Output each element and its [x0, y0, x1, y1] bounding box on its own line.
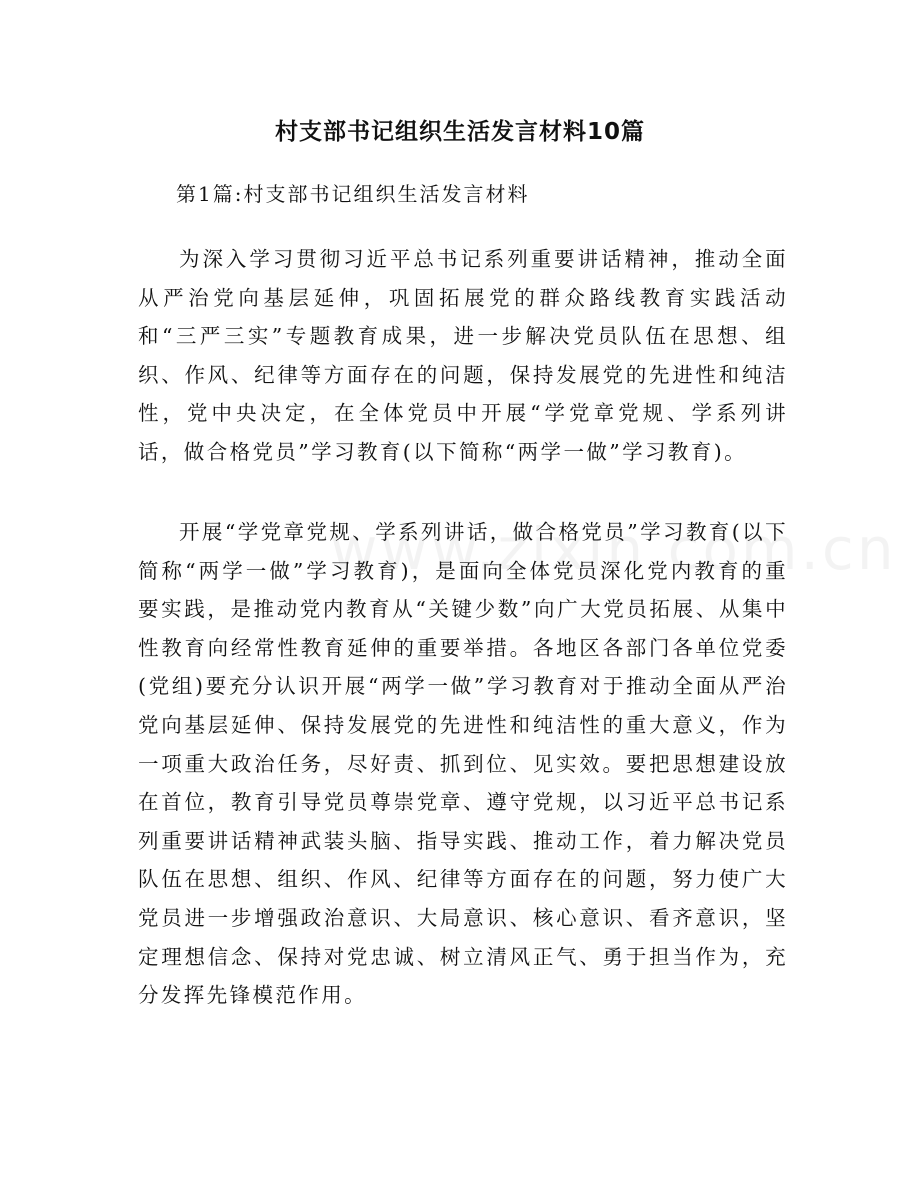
section-heading: 第1篇:村支部书记组织生活发言材料 [176, 182, 530, 206]
document-title: 村支部书记组织生活发言材料10篇 [274, 119, 645, 145]
body-paragraph-2: 开展“学党章党规、学系列讲话，做合格党员”学习教育(以下简称“两学一做”学习教育)，是面向全体党员深化党内教育的重要实践，是推动党内教育从“关键少数”向广大党员拓展、从集中性教育向经常性教育延伸的重要举措。各地区各部门各单位党委(党组)要充分认识开展“两学一做”学习教育对于推动全面从严治党向基层延伸、保持发展党的先进性和纯洁性的重大意义，作为一项重大政治任务，尽好责、抓到位、见实效。要把思想建设放在首位，教育引导党员尊崇党章、遵守党规，以习近平总书记系列重要讲话精神武装头脑、指导实践、推动工作，着力解决党员队伍在思想、组织、作风、纪律等方面存在的问题，努力使广大党员进一步增强政治意识、大局意识、核心意识、看齐意识，坚定理想信念、保持对党忠诚、树立清风正气、勇于担当作为，充分发挥先锋模范作用。 [138, 520, 788, 1008]
body-paragraph-1: 为深入学习贯彻习近平总书记系列重要讲话精神，推动全面从严治党向基层延伸，巩固拓展党的群众路线教育实践活动和“三严三实”专题教育成果，进一步解决党员队伍在思想、组织、作风、纪律等方面存在的问题，保持发展党的先进性和纯洁性，党中央决定，在全体党员中开展“学党章党规、学系列讲话，做合格党员”学习教育(以下简称“两学一做”学习教育)。 [138, 247, 788, 464]
